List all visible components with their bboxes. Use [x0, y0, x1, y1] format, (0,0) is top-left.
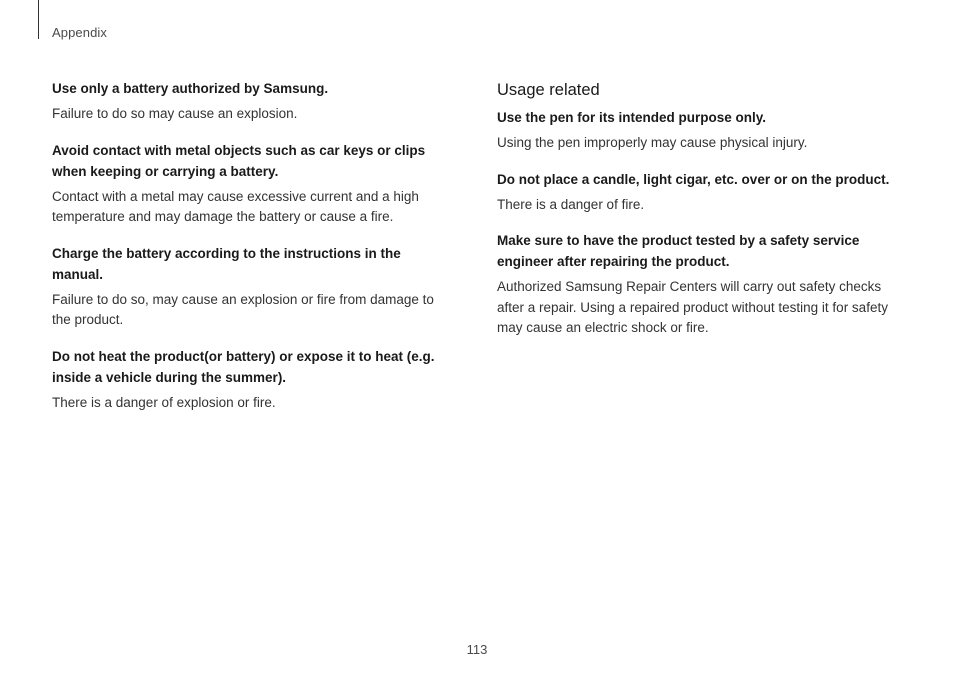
- usage-item-candle: [497, 169, 907, 216]
- usage-related-heading: Usage related: [497, 81, 600, 99]
- item-heading: Make sure to have the product tested by a safety service engineer after repairing the product.: [497, 233, 860, 269]
- item-body: There is a danger of explosion or fire.: [52, 394, 276, 410]
- safety-item-metal-contact: [52, 140, 454, 228]
- item-body: There is a danger of fire.: [497, 196, 645, 212]
- item-body: Using the pen improperly may cause physical injury.: [497, 135, 808, 150]
- item-body: Authorized Samsung Repair Centers will carry out safety checks after a repair. Using a repaired product without testing it for safety may cause an electric shock or fire.: [497, 279, 888, 335]
- item-heading: Charge the battery according to the instructions in the manual.: [52, 245, 401, 282]
- usage-item-repair-testing: [497, 230, 907, 339]
- item-body: Contact with a metal may cause excessive current and a high temperature and may damage the battery or cause a fire.: [52, 188, 419, 224]
- item-heading: Use the pen for its intended purpose only.: [497, 110, 767, 125]
- header-rule: [38, 0, 39, 39]
- item-body: Failure to do so may cause an explosion.: [52, 106, 298, 121]
- item-heading: Avoid contact with metal objects such as car keys or clips when keeping or carrying a battery.: [52, 142, 426, 179]
- item-heading: Do not heat the product(or battery) or expose it to heat (e.g. inside a vehicle during the summer).: [52, 348, 435, 385]
- usage-item-pen: [497, 107, 907, 154]
- left-column: [52, 78, 454, 428]
- safety-item-battery-authorized: [52, 78, 454, 125]
- safety-item-charging: [52, 243, 454, 331]
- safety-item-heat: [52, 346, 454, 414]
- item-heading: Use only a battery authorized by Samsung.: [52, 81, 329, 96]
- item-body: Failure to do so, may cause an explosion or fire from damage to the product.: [52, 291, 434, 327]
- item-heading: Do not place a candle, light cigar, etc. over or on the product.: [497, 171, 890, 187]
- page-number: 113: [466, 642, 488, 657]
- section-title: Appendix: [52, 25, 108, 40]
- right-column: [497, 79, 907, 354]
